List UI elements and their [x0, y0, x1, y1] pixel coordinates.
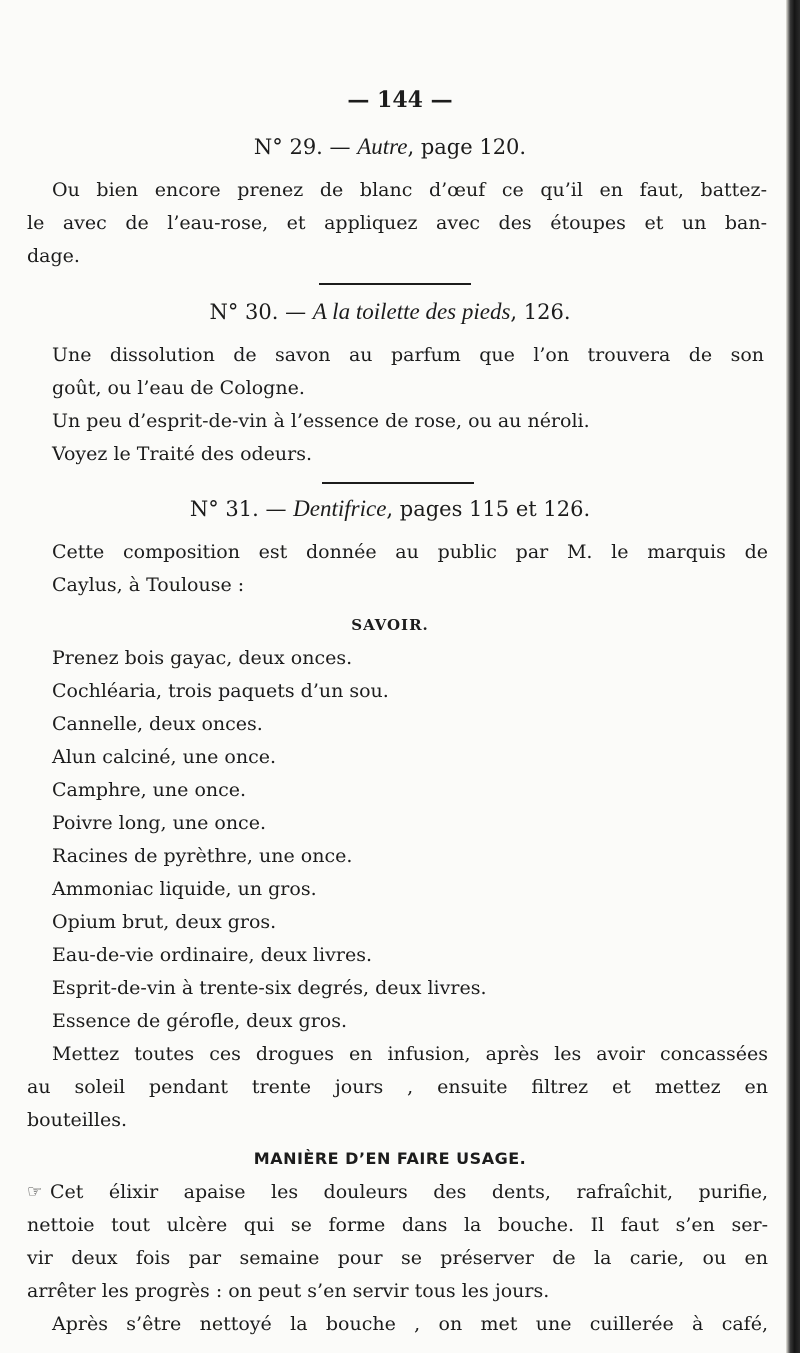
- paragraph-line: Une dissolution de savon au parfum que l’on trouvera de son: [52, 344, 764, 366]
- paragraph-line: Caylus, à Toulouse :: [52, 574, 245, 596]
- ingredient-line: Esprit-de-vin à trente-six degrés, deux livres.: [52, 977, 487, 999]
- page-number: — 144 —: [347, 87, 453, 113]
- savoir-subheading: SAVOIR.: [351, 616, 429, 634]
- paragraph-line: vir deux fois par semaine pour se préserver de la carie, ou en: [27, 1247, 768, 1269]
- usage-heading: MANIÈRE D’EN FAIRE USAGE.: [253, 1149, 527, 1168]
- heading-number: N° 29. —: [253, 135, 351, 159]
- ingredient-line: Cochléaria, trois paquets d’un sou.: [52, 680, 389, 702]
- page-edge: [786, 0, 800, 1353]
- heading-number: N° 31. —: [189, 497, 287, 521]
- ingredient-line: Prenez bois gayac, deux onces.: [52, 647, 353, 669]
- paragraph-line: Après s’être nettoyé la bouche , on met une cuillerée à café,: [52, 1313, 768, 1335]
- ingredient-line: Camphre, une once.: [52, 779, 247, 801]
- ingredient-line: Essence de gérofle, deux gros.: [52, 1010, 348, 1032]
- section-divider: [322, 482, 474, 484]
- section-divider: [319, 283, 471, 285]
- ingredient-line: Eau-de-vie ordinaire, deux livres.: [52, 944, 372, 966]
- paragraph-line: bouteilles.: [27, 1109, 127, 1131]
- paragraph-line: Un peu d’esprit-de-vin à l’essence de rose, ou au néroli.: [52, 410, 590, 432]
- pointing-hand-icon: ☞: [27, 1182, 43, 1202]
- section-31-heading: [0, 497, 780, 521]
- paragraph-line: nettoie tout ulcère qui se forme dans la bouche. Il faut s’en ser-: [27, 1214, 768, 1236]
- heading-rest: , pages 115 et 126.: [386, 497, 591, 521]
- heading-number: N° 30. —: [209, 300, 307, 324]
- heading-title: Autre: [357, 134, 408, 159]
- paragraph-line: Cette composition est donnée au public par M. le marquis de: [52, 541, 768, 563]
- section-29-heading: [0, 135, 780, 159]
- paragraph-line: dage.: [27, 245, 80, 267]
- ingredient-line: Cannelle, deux onces.: [52, 713, 263, 735]
- paragraph-line: Ou bien encore prenez de blanc d’œuf ce qu’il en faut, battez-: [52, 179, 767, 201]
- paragraph-line: Voyez le Traité des odeurs.: [52, 443, 313, 465]
- paragraph-line: au soleil pendant trente jours , ensuite filtrez et mettez en: [27, 1076, 768, 1098]
- paragraph-line: goût, ou l’eau de Cologne.: [52, 377, 305, 399]
- paragraph-line: arrêter les progrès : on peut s’en servir tous les jours.: [27, 1280, 550, 1302]
- paragraph-line: Mettez toutes ces drogues en infusion, après les avoir concassées: [52, 1043, 768, 1065]
- section-30-heading: [0, 300, 780, 324]
- heading-title: Dentifrice: [293, 496, 387, 521]
- paragraph-line: Cet élixir apaise les douleurs des dents, rafraîchit, purifie,: [50, 1181, 768, 1203]
- paragraph-line: le avec de l’eau-rose, et appliquez avec des étoupes et un ban-: [27, 212, 767, 234]
- ingredient-line: Opium brut, deux gros.: [52, 911, 277, 933]
- heading-title: A la toilette des pieds: [312, 299, 511, 324]
- heading-rest: , page 120.: [407, 135, 527, 159]
- ingredient-line: Alun calciné, une once.: [52, 746, 276, 768]
- heading-rest: , 126.: [510, 300, 571, 324]
- ingredient-line: Poivre long, une once.: [52, 812, 266, 834]
- ingredient-line: Ammoniac liquide, un gros.: [52, 878, 317, 900]
- ingredient-line: Racines de pyrèthre, une once.: [52, 845, 353, 867]
